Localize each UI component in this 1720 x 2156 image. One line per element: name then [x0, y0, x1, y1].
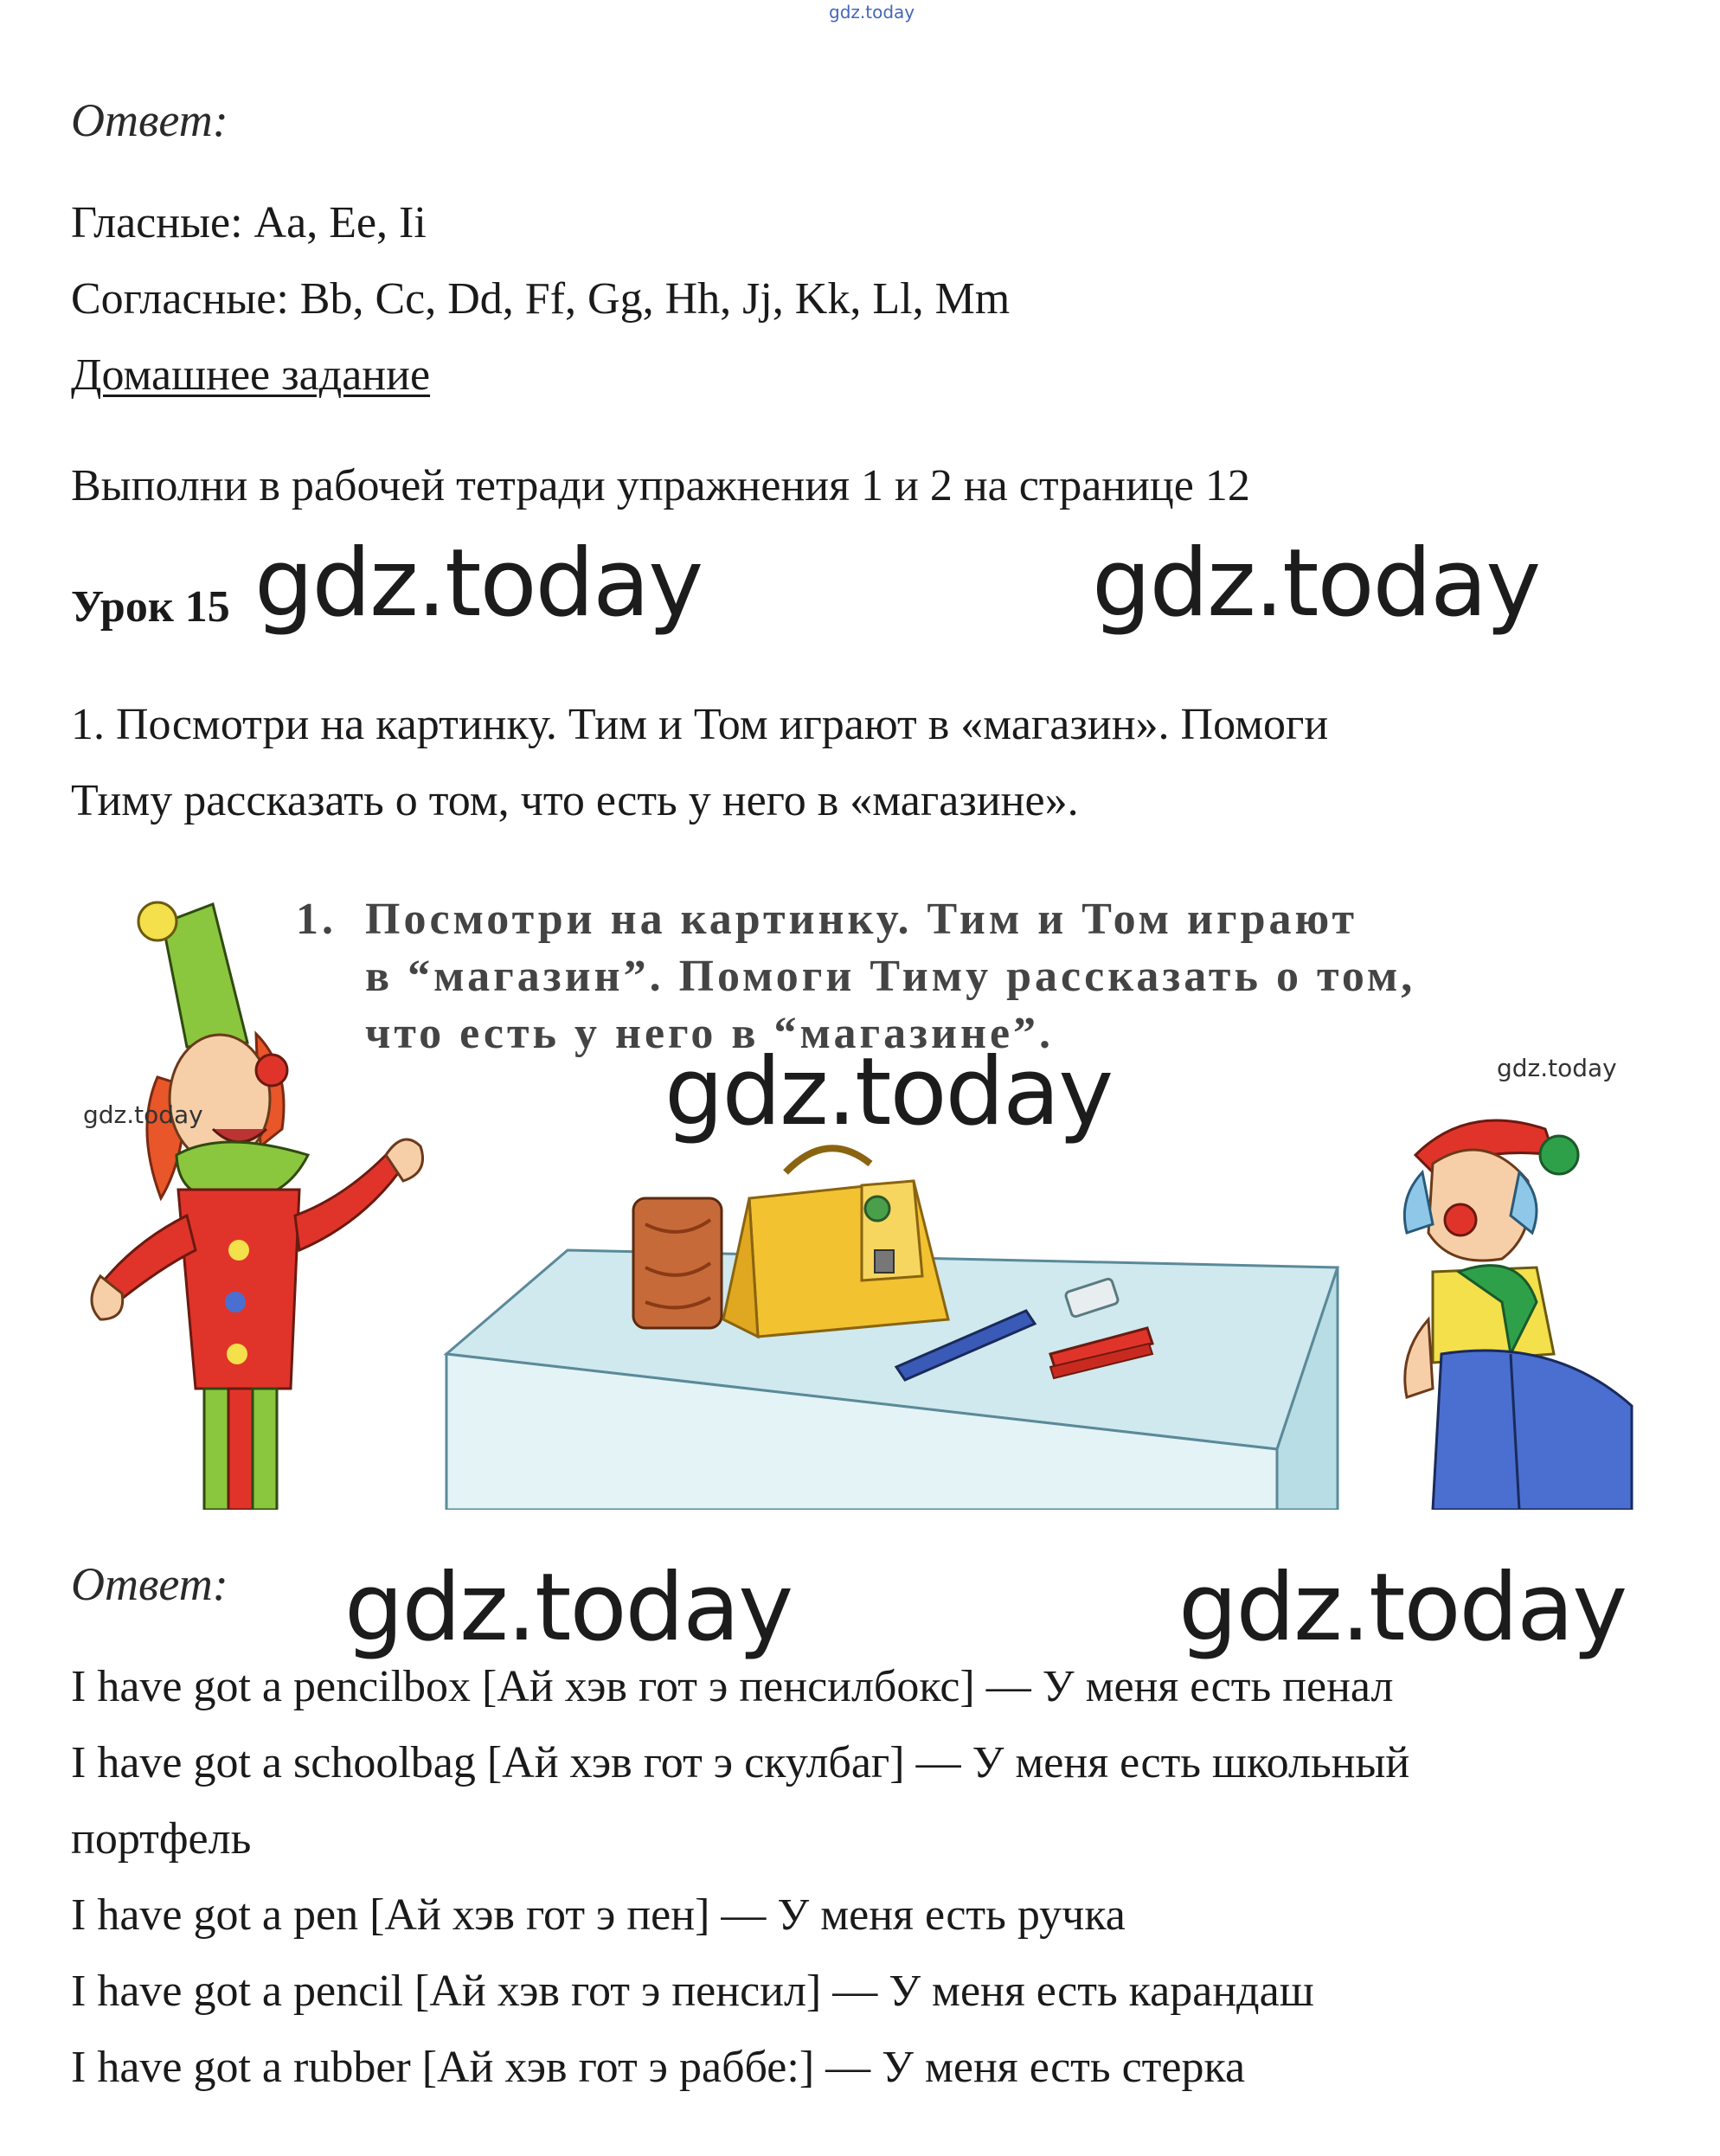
answer-line: I have got a pencil [Ай хэв гот э пенсил] — У меня есть карандаш	[71, 1967, 1314, 2016]
consonants-line: Согласные: Bb, Cc, Dd, Ff, Gg, Hh, Jj, Kk, Ll, Mm	[71, 274, 1011, 324]
watermark: gdz.today	[254, 529, 703, 638]
answer-line: портфель	[71, 1814, 252, 1864]
answer-label: Ответ:	[71, 1558, 228, 1610]
answer-line: I have got a rubber [Ай хэв гот э раббе:] — У меня есть стерка	[71, 2043, 1246, 2092]
schoolbag	[723, 1148, 948, 1337]
illustration-line: что есть у него в “магазине”.	[365, 1009, 1055, 1058]
homework-title: Домашнее задание	[71, 350, 431, 400]
clown-nose	[256, 1055, 287, 1086]
illustration-line: Посмотри на картинку. Тим и Том играют	[365, 895, 1358, 944]
watermark: gdz.today	[664, 1038, 1113, 1146]
task-line: Тиму рассказать о том, что есть у него в «магазине».	[71, 776, 1079, 825]
illustration-line: в “магазин”. Помоги Тиму рассказать о том,	[365, 952, 1416, 1001]
answer-line: I have got a schoolbag [Ай хэв гот э скулбаг] — У меня есть школьный	[71, 1738, 1410, 1787]
vowels-line: Гласные: Aa, Ee, Ii	[71, 198, 427, 247]
clown-tom	[1404, 1120, 1632, 1510]
pencilbox	[633, 1198, 722, 1328]
answer-line: I have got a pen [Ай хэв гот э пен] — У меня есть ручка	[71, 1890, 1126, 1940]
top-watermark: gdz.today	[829, 2, 915, 22]
homework-text: Выполни в рабочей тетради упражнения 1 и 2 на странице 12	[71, 461, 1250, 510]
task-line: 1. Посмотри на картинку. Тим и Том играют в «магазин». Помоги	[71, 700, 1329, 749]
watermark: gdz.today	[1092, 529, 1540, 638]
answer-label: Ответ:	[71, 94, 228, 146]
watermark: gdz.today	[344, 1554, 793, 1662]
clown-nose	[1445, 1204, 1476, 1235]
watermark-small: gdz.today	[83, 1100, 203, 1129]
watermark: gdz.today	[1178, 1554, 1627, 1662]
lesson-title: Урок 15	[71, 582, 230, 632]
watermark-small: gdz.today	[1497, 1054, 1617, 1082]
illustration-number: 1.	[296, 895, 337, 944]
answer-line: I have got a pencilbox [Ай хэв гот э пенсилбокс] — У меня есть пенал	[71, 1662, 1394, 1711]
textbook-illustration	[83, 869, 1647, 1510]
